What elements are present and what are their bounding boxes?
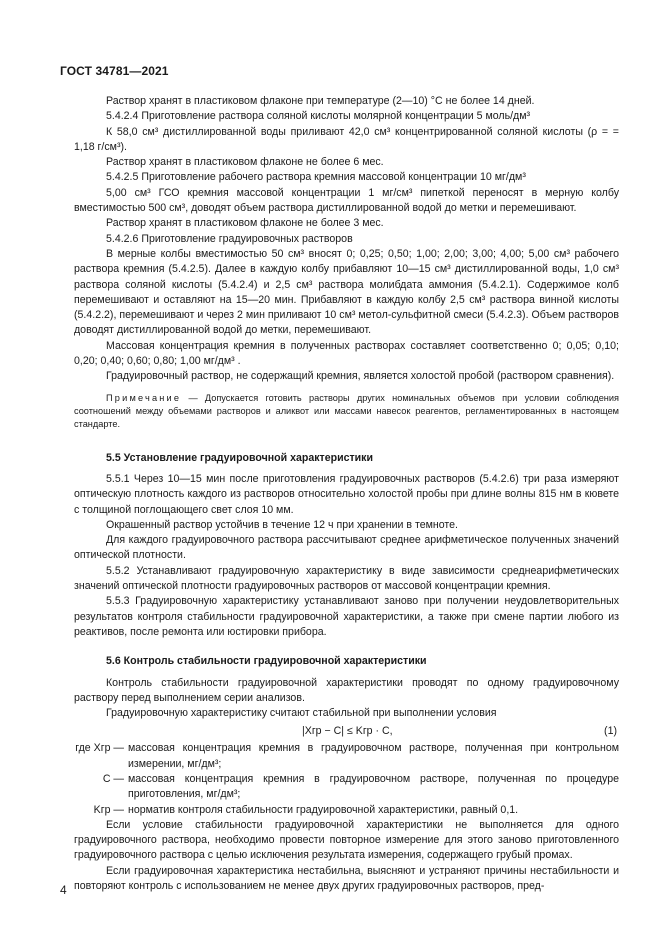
paragraph: Окрашенный раствор устойчив в течение 12 ч при хранении в темноте. bbox=[106, 518, 458, 531]
paragraph: 5.4.2.4 Приготовление раствора соляной кислоты молярной концентрации 5 моль/дм³ bbox=[106, 110, 531, 123]
definition-desc: норматив контроля стабильности градуировочной характеристики, равный 0,1. bbox=[128, 803, 519, 816]
paragraph: 5.5.2 Устанавливают градуировочную характеристику в виде зависимости среднеарифметических значений оптической плотности градуировочных растворов от массовой концентрации кремния. bbox=[74, 564, 619, 593]
paragraph: 5.4.2.6 Приготовление градуировочных растворов bbox=[106, 232, 353, 245]
note bbox=[74, 392, 619, 431]
definition-item bbox=[60, 741, 619, 772]
definition-item bbox=[60, 772, 619, 803]
definition-list bbox=[60, 741, 619, 817]
paragraph: Раствор хранят в пластиковом флаконе не более 6 мес. bbox=[106, 156, 384, 169]
section-heading: 5.5 Установление градуировочной характеристики bbox=[106, 451, 373, 464]
paragraph: Раствор хранят в пластиковом флаконе не более 3 мес. bbox=[106, 217, 384, 230]
paragraph: Градуировочный раствор, не содержащий кремния, является холостой пробой (раствором сравнения). bbox=[106, 370, 615, 383]
definition-item bbox=[60, 803, 619, 818]
note-text: — Допускается готовить растворы других номинальных объемов при условии соблюдения соотношений между объемами растворов и аликвот или массами навесок реагентов, регламентированных в настоящем стандарте. bbox=[74, 392, 619, 429]
definition-term: где Xгр — bbox=[75, 742, 124, 755]
definition-desc: массовая концентрация кремния в градуировочном растворе, полученная при контрольном измерении, мг/дм³; bbox=[128, 742, 619, 770]
paragraph: Контроль стабильности градуировочной характеристики проводят по одному градуировочному раствору перед выполнением серии анализов. bbox=[74, 676, 619, 704]
paragraph: 5,00 см³ ГСО кремния массовой концентрации 1 мг/см³ пипеткой переносят в мерную колбу вместимостью 500 см³, доводят объем раствора дистиллированной водой до метки и перемешивают. bbox=[74, 186, 619, 215]
formula-number: (1) bbox=[604, 725, 617, 738]
definition-term: Kгр — bbox=[93, 803, 124, 816]
definition-term: C — bbox=[102, 772, 124, 785]
page-number: 4 bbox=[60, 883, 67, 897]
paragraph: В мерные колбы вместимостью 50 см³ вносят 0; 0,25; 0,50; 1,00; 2,00; 3,00; 4,00; 5,00 см³ рабочего раствора кремния (5.4.2.5). Далее в каждую колбу прибавляют 10—15 см³ дистиллированной воды, 1,0 см³ раствора соляной кислоты (5.4.2.4) и 2,5 см³ раствора молибдата аммония (5.4.2.1). Содержимое колб перемешивают и оставляют на 15—20 мин. Прибавляют в каждую колбу 2,5 см³ раствора винной кислоты (5.4.2.2), перемешивают и через 2 мин приливают 10 см³ метол-сульфитной смеси (5.4.2.3). Объем растворов доводят дистиллированной водой до метки, перемешивают. bbox=[74, 247, 619, 337]
paragraph: 5.5.3 Градуировочную характеристику устанавливают заново при получении неудовлетворительных результатов контроля стабильности градуировочной характеристики, а также при смене партии любого из реактивов, после ремонта или юстировки прибора. bbox=[74, 595, 619, 638]
paragraph: Градуировочную характеристику считают стабильной при выполнении условия bbox=[106, 707, 497, 720]
paragraph: Если условие стабильности градуировочной характеристики не выполняется для одного градуировочного раствора, необходимо провести повторное измерение для этого заново приготовленного градуировочного раствора с целью исключения результата измерения, содержащего грубый промах. bbox=[74, 818, 619, 862]
paragraph: Массовая концентрация кремния в полученных растворах составляет соответственно 0; 0,05; 0,10; 0,20; 0,40; 0,60; 0,80; 1,00 мг/дм³ . bbox=[74, 339, 619, 368]
paragraph: 5.4.2.5 Приготовление рабочего раствора кремния массовой концентрации 10 мг/дм³ bbox=[106, 171, 526, 184]
definition-desc: массовая концентрация кремния в градуировочном растворе, полученная по процедуре приготовления, мг/дм³; bbox=[128, 772, 619, 801]
paragraph: К 58,0 см³ дистиллированной воды приливают 42,0 см³ концентрированной соляной кислоты (ρ = = 1,18 г/см³). bbox=[74, 125, 619, 153]
page-body bbox=[74, 94, 619, 894]
document-header: ГОСТ 34781—2021 bbox=[60, 64, 169, 78]
section-heading: 5.6 Контроль стабильности градуировочной характеристики bbox=[106, 655, 427, 668]
formula-expression: |Xгр − C| ≤ Kгр · C, bbox=[302, 725, 393, 738]
paragraph: Раствор хранят в пластиковом флаконе при температуре (2—10) °С не более 14 дней. bbox=[106, 95, 535, 107]
paragraph: Если градуировочная характеристика нестабильна, выясняют и устраняют причины нестабильности и повторяют контроль с использованием не менее двух других градуировочных растворов, пред- bbox=[74, 864, 619, 893]
paragraph: 5.5.1 Через 10—15 мин после приготовления градуировочных растворов (5.4.2.6) три раза измеряют оптическую плотность каждого из растворов относительно холостой пробы при длине волны 815 нм в кювете с толщиной поглощающего свет слоя 10 мм. bbox=[74, 472, 619, 516]
formula bbox=[74, 724, 619, 741]
paragraph: Для каждого градуировочного раствора рассчитывают среднее арифметическое полученных значений оптической плотности. bbox=[74, 534, 619, 562]
note-label: Примечание bbox=[106, 392, 182, 403]
